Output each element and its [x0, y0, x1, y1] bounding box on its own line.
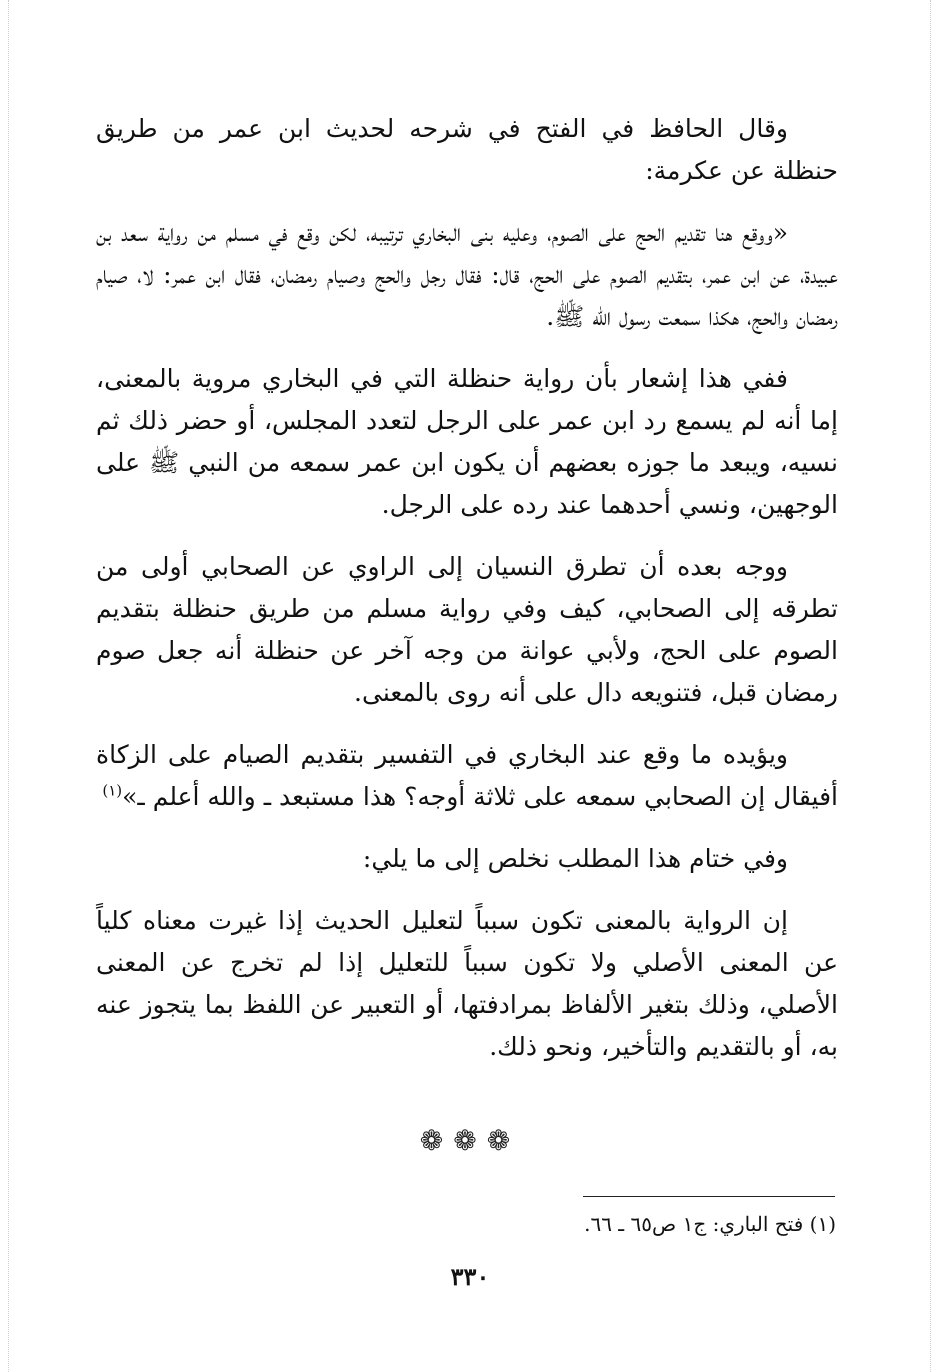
scan-margin-dots-left — [8, 0, 9, 1372]
footnote-marker: (١) — [102, 781, 123, 800]
paragraph-5 — [96, 734, 838, 818]
paragraph-3: ففي هذا إشعار بأن رواية حنظلة التي في البخاري مروية بالمعنى، إما أنه لم يسمع رد ابن عمر على الرجل لتعدد المجلس، أو حضر ذلك ثم نسيه، ويبعد ما جوزه بعضهم أن يكون ابن عمر سمعه من النبي ﷺ على الوجهين، ونسي أحدهما عند رده على الرجل. — [96, 364, 838, 519]
page-number: ٣٣٠ — [450, 1262, 490, 1291]
body-text — [96, 108, 838, 1068]
paragraph-5-text: ويؤيده ما وقع عند البخاري في التفسير بتقديم الصيام على الزكاة أفيقال إن الصحابي سمعه على ثلاثة أوجه؟ هذا مستبعد ـ والله أعلم ـ» — [96, 740, 838, 811]
paragraph-1: وقال الحافظ في الفتح في شرحه لحديث ابن عمر من طريق حنظلة عن عكرمة: — [96, 114, 838, 185]
section-end-ornament: ❁❁❁ — [419, 1124, 521, 1157]
paragraph-4: ووجه بعده أن تطرق النسيان إلى الراوي عن الصحابي أولى من تطرقه إلى الصحابي، كيف وفي رواية مسلم من طريق حنظلة بتقديم الصوم على الحج، ولأبي عوانة من وجه آخر عن حنظلة أنه جعل صوم رمضان قبل، فتنويعه دال على أنه روى بالمعنى. — [96, 552, 838, 707]
paragraph-6: وفي ختام هذا المطلب نخلص إلى ما يلي: — [362, 844, 788, 873]
paragraph-7: إن الرواية بالمعنى تكون سبباً لتعليل الحديث إذا غيرت معناه كلياً عن المعنى الأصلي ولا تكون سبباً للتعليل إذا لم تخرج عن المعنى الأصلي، وذلك بتغير الألفاظ بمرادفتها، أو التعبير عن اللفظ بما يتجوز عنه به، أو بالتقديم والتأخير، ونحو ذلك. — [96, 906, 838, 1061]
footnote-separator — [583, 1196, 835, 1197]
paragraph-2: «ووقع هنا تقديم الحج على الصوم، وعليه بنى البخاري ترتيبه، لكن وقع في مسلم من رواية سعد بن عبيدة، عن ابن عمر، بتقديم الصوم على الحج، قال: فقال رجل والحج وصيام رمضان، فقال ابن عمر: لا، صيام رمضان والحج، هكذا سمعت رسول الله ﷺ. — [96, 218, 838, 331]
footnote: (١) فتح الباري: ج١ ص٦٥ ـ ٦٦. — [584, 1212, 836, 1236]
scan-margin-dots-right — [930, 0, 931, 1372]
